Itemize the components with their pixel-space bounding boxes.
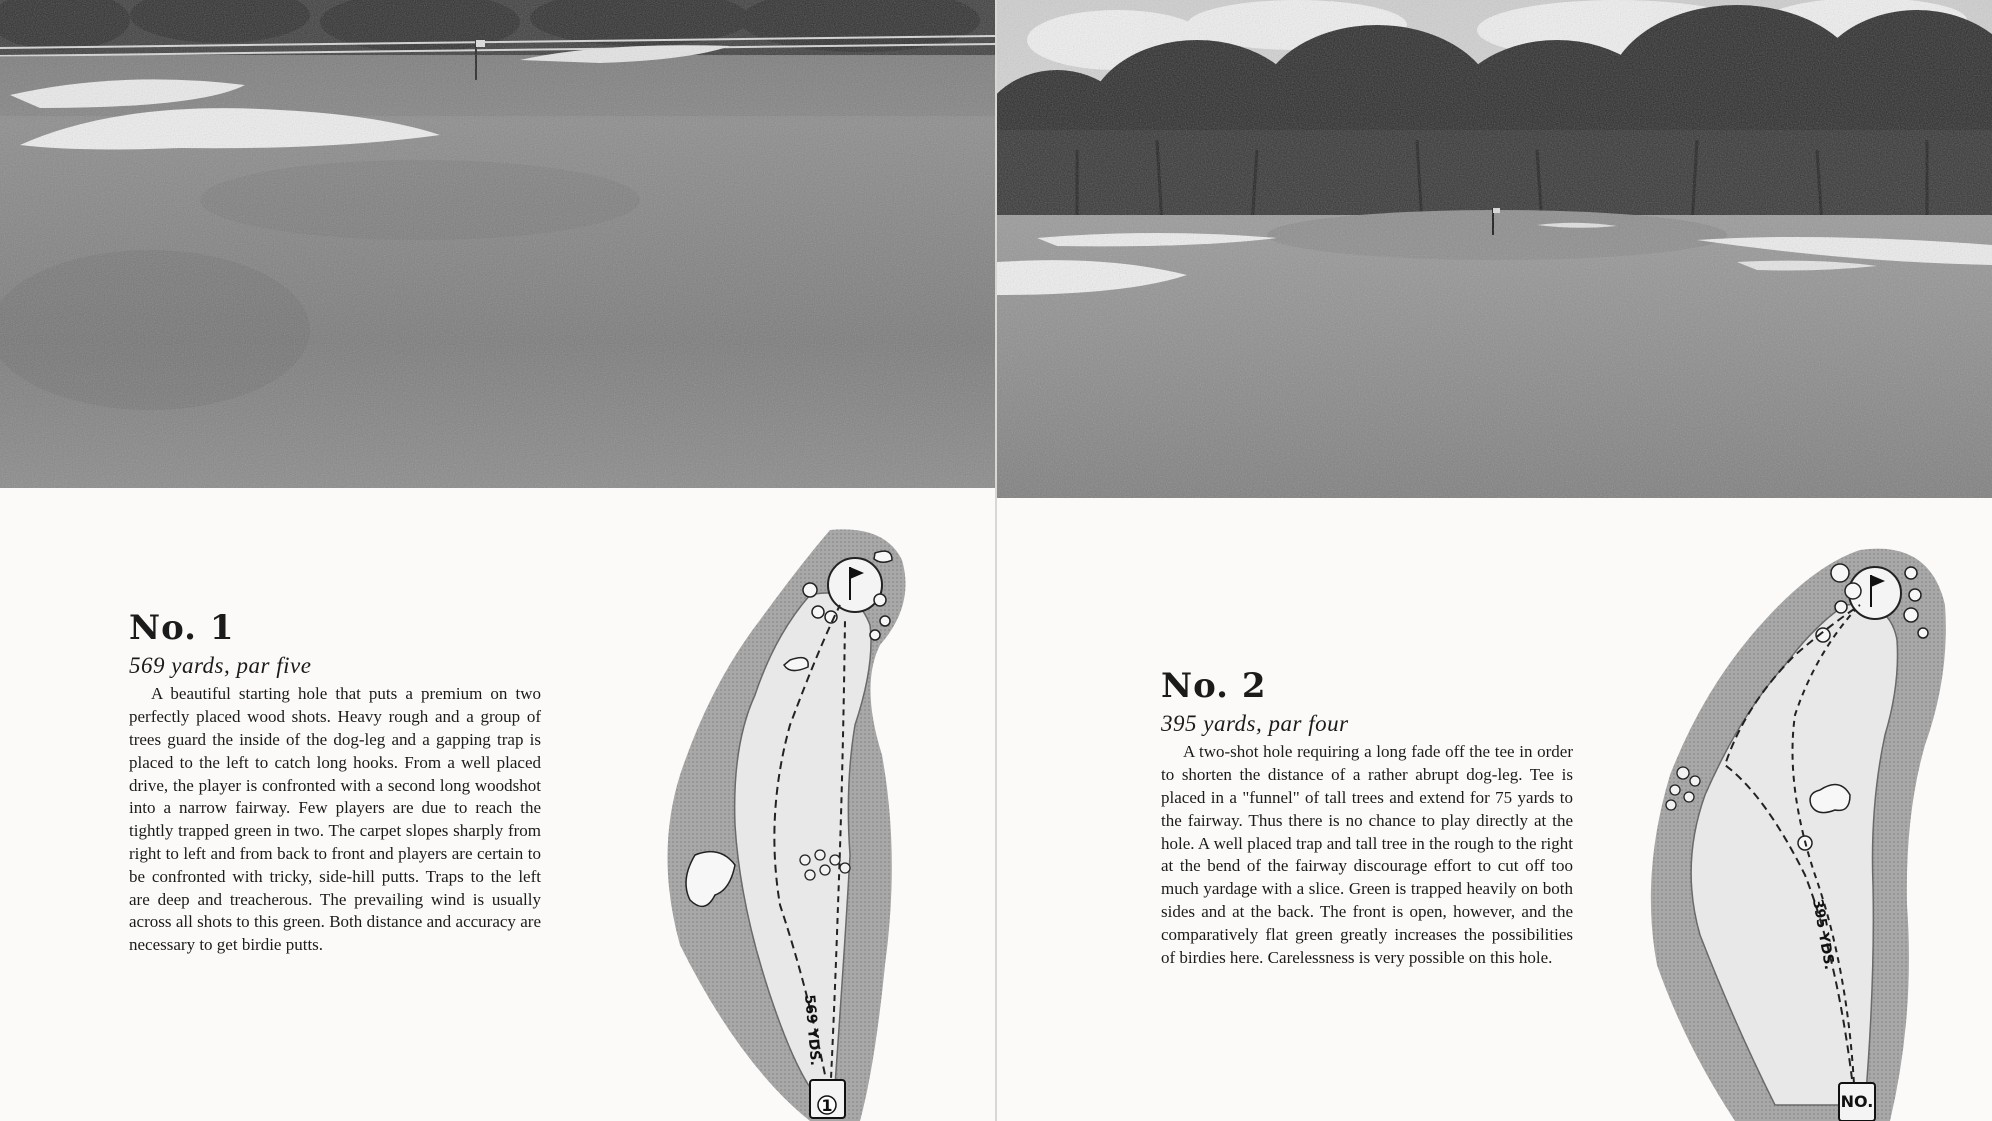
hole-distance-label: 569 YDS. — [801, 993, 824, 1067]
green — [828, 558, 882, 612]
tee-number: 1 — [821, 1096, 833, 1115]
hole-1-photo — [0, 0, 995, 488]
hole-yardage-par: 395 yards, par four — [1161, 711, 1349, 737]
tee-number: NO. — [1840, 1092, 1874, 1111]
hole-number-title: No. 2 — [1161, 666, 1267, 706]
hole-distance-label: 395 YDS. — [1809, 897, 1838, 971]
hole-2-photo-image — [997, 0, 1992, 498]
hole-2-text — [1161, 668, 1573, 969]
page-hole-1 — [0, 0, 995, 1121]
hole-1-map-diagram — [660, 525, 960, 1121]
hole-1-photo-image — [0, 0, 995, 488]
hole-yardage-par: 569 yards, par five — [129, 653, 312, 679]
hole-2-map-diagram — [1645, 545, 1985, 1121]
hole-1-map — [660, 525, 960, 1121]
page-hole-2 — [997, 0, 1992, 1121]
hole-2-photo — [997, 0, 1992, 498]
hole-number-title: No. 1 — [129, 608, 235, 648]
hole-2-map — [1645, 545, 1985, 1121]
hole-description: A two-shot hole requiring a long fade off the tee in order to shorten the distance of a rather abrupt dog-leg. Tee is placed in a "funnel" of tall trees and extend for 75 yards to the fairway. Thus there is no chance to play directly at the hole. A well placed trap and tall tree in the rough to the right at the bend of the fairway discourage effort to cut off too much yardage with a slice. Green is trapped heavily on both sides and at the back. The front is open, however, and the comparatively flat green greatly increases the possibilities of birdies here. Carelessness is very possible on this hole. — [1161, 742, 1573, 967]
hole-1-text — [129, 610, 541, 957]
hole-description: A beautiful starting hole that puts a premium on two perfectly placed wood shots. Heavy rough and a group of trees guard the inside of the dog-leg and a gapping trap is placed to the left to catch long hooks. From a well placed drive, the player is confronted with a second long woodshot into a narrow fairway. Few players are due to reach the tightly trapped green in two. The carpet slopes sharply from right to left and from back to front and players are certain to be confronted with tricky, side-hill putts. Traps to the left are deep and treacherous. The prevailing wind is usually across all shots to this green. Both distance and accuracy are necessary to get birdie putts. — [129, 684, 541, 955]
